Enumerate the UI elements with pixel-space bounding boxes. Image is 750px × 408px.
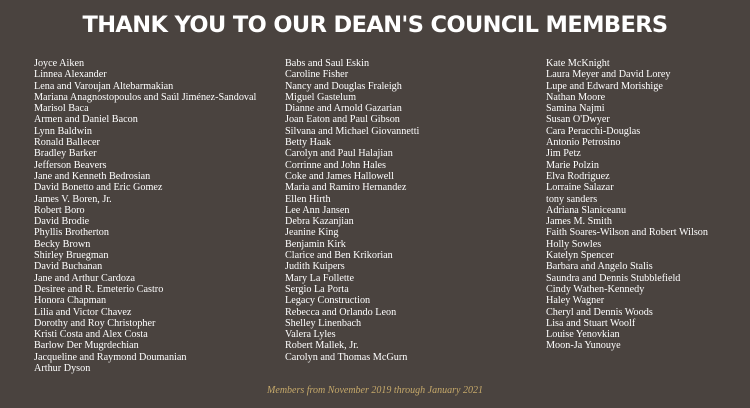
- member-name: Miguel Gastelum: [285, 91, 357, 103]
- member-name: Bradley Barker: [34, 148, 97, 160]
- member-name: Barlow Der Mugrdechian: [34, 340, 139, 352]
- member-name: Carolyn and Paul Halajian: [285, 148, 393, 160]
- member-name: Holly Sowles: [546, 238, 602, 250]
- member-name: David Buchanan: [34, 261, 103, 273]
- member-name: Maria and Ramiro Hernandez: [285, 182, 407, 194]
- member-name: Benjamin Kirk: [285, 238, 346, 250]
- member-name: Nathan Moore: [546, 91, 606, 103]
- member-name: Rebecca and Orlando Leon: [285, 306, 397, 318]
- member-name: Joan Eaton and Paul Gibson: [285, 114, 400, 126]
- page-title: THANK YOU TO OUR DEAN'S COUNCIL MEMBERS: [82, 12, 668, 38]
- member-name: Ellen Hirth: [285, 193, 331, 205]
- member-name: Jacqueline and Raymond Doumanian: [34, 351, 187, 363]
- member-name: Jane and Arthur Cardoza: [34, 272, 135, 284]
- member-name: Robert Boro: [34, 204, 85, 216]
- member-name: Robert Mallek, Jr.: [285, 340, 359, 352]
- member-name: Clarice and Ben Krikorian: [285, 250, 393, 262]
- member-name: Lena and Varoujan Altebarmakian: [34, 80, 174, 92]
- member-name: Corrinne and John Hales: [285, 159, 387, 171]
- member-name: Lilia and Victor Chavez: [34, 306, 132, 318]
- member-name: Laura Meyer and David Lorey: [546, 69, 671, 81]
- member-name: Mariana Anagnostopoulos and Saúl Jiménez-Sandoval: [34, 91, 257, 103]
- member-name: Jim Petz: [546, 148, 581, 160]
- member-name: Lupe and Edward Morishige: [546, 80, 663, 92]
- member-name: Lorraine Salazar: [546, 182, 614, 194]
- members-column-2: [285, 58, 419, 363]
- member-name: Ronald Ballecer: [34, 137, 100, 149]
- member-name: Faith Soares-Wilson and Robert Wilson: [546, 227, 708, 239]
- member-name: Phyllis Brotherton: [34, 227, 109, 239]
- member-name: James V. Boren, Jr.: [34, 193, 112, 205]
- member-name: Arthur Dyson: [34, 363, 91, 375]
- member-name: Sergio La Porta: [285, 283, 349, 295]
- member-name: Kristi Costa and Alex Costa: [34, 329, 148, 341]
- member-name: Marisol Baca: [34, 103, 89, 115]
- member-name: Barbara and Angelo Stalis: [546, 261, 653, 273]
- member-name: Dianne and Arnold Gazarian: [285, 103, 402, 115]
- member-name: David Bonetto and Eric Gomez: [34, 182, 163, 194]
- member-name: Caroline Fisher: [285, 69, 349, 81]
- member-name: Judith Kuipers: [285, 261, 345, 273]
- member-name: tony sanders: [546, 193, 598, 205]
- member-name: Desiree and R. Emeterio Castro: [34, 283, 164, 295]
- member-name: Nancy and Douglas Fraleigh: [285, 80, 402, 92]
- members-column-1: [34, 58, 256, 374]
- members-column-3: [546, 58, 708, 352]
- member-name: Becky Brown: [34, 238, 91, 250]
- member-name: Babs and Saul Eskin: [285, 58, 370, 69]
- member-name: Lee Ann Jansen: [285, 204, 350, 216]
- member-name: Shirley Bruegman: [34, 250, 109, 262]
- membership-period-note: Members from November 2019 through January 2021: [267, 385, 483, 396]
- member-name: Marie Polzin: [546, 159, 599, 171]
- member-name: Joyce Aiken: [34, 58, 85, 69]
- member-name: Jefferson Beavers: [34, 159, 107, 171]
- member-name: Jeanine King: [285, 227, 339, 239]
- member-name: Elva Rodriguez: [546, 170, 610, 182]
- member-name: Katelyn Spencer: [546, 250, 614, 262]
- member-name: Jane and Kenneth Bedrosian: [34, 170, 151, 182]
- member-name: Lisa and Stuart Woolf: [546, 317, 636, 329]
- member-name: Cheryl and Dennis Woods: [546, 306, 653, 318]
- member-name: Haley Wagner: [546, 295, 605, 307]
- member-name: Silvana and Michael Giovannetti: [285, 125, 420, 137]
- member-name: Moon-Ja Yunouye: [546, 340, 621, 352]
- member-name: Dorothy and Roy Christopher: [34, 317, 156, 329]
- member-name: Debra Kazanjian: [285, 216, 354, 228]
- member-name: Shelley Linenbach: [285, 317, 362, 329]
- member-name: Cindy Wathen-Kennedy: [546, 283, 645, 295]
- member-name: Antonio Petrosino: [546, 137, 621, 149]
- member-name: Armen and Daniel Bacon: [34, 114, 138, 126]
- member-name: Valera Lyles: [285, 329, 336, 341]
- member-name: Louise Yenovkian: [546, 329, 620, 341]
- member-name: David Brodie: [34, 216, 90, 228]
- member-name: Honora Chapman: [34, 295, 107, 307]
- member-name: Betty Haak: [285, 137, 332, 149]
- member-name: Cara Peracchi-Douglas: [546, 125, 641, 137]
- member-name: Kate McKnight: [546, 58, 610, 69]
- member-name: Linnea Alexander: [34, 69, 107, 81]
- member-name: Lynn Baldwin: [34, 125, 93, 137]
- member-name: Legacy Construction: [285, 295, 371, 307]
- member-name: Coke and James Hallowell: [285, 170, 394, 182]
- member-name: James M. Smith: [546, 216, 612, 228]
- member-name: Samina Najmi: [546, 103, 605, 115]
- member-name: Susan O'Dwyer: [546, 114, 610, 126]
- member-name: Saundra and Dennis Stubblefield: [546, 272, 681, 284]
- member-name: Adriana Slaniceanu: [546, 204, 627, 216]
- member-name: Carolyn and Thomas McGurn: [285, 351, 408, 363]
- member-name: Mary La Follette: [285, 272, 355, 284]
